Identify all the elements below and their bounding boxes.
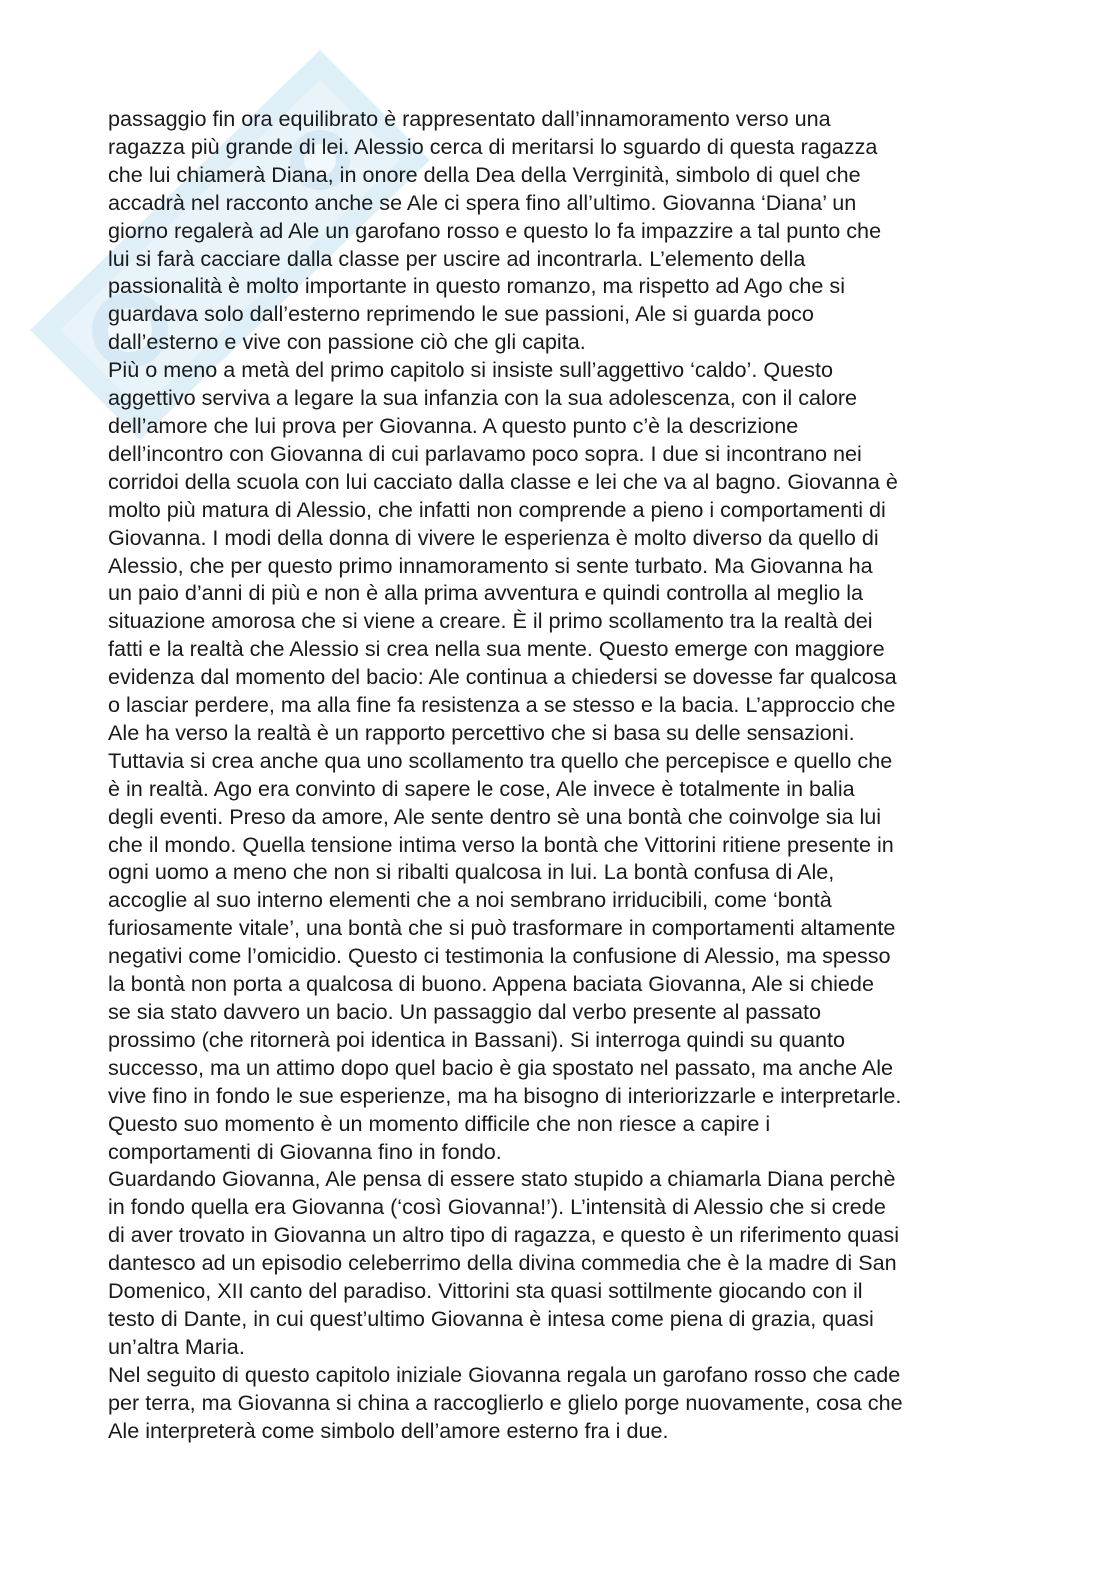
text-line: per terra, ma Giovanna si china a raccoglierlo e glielo porge nuovamente, cosa che [108,1389,903,1415]
text-line: passaggio fin ora equilibrato è rappresentato dall’innamoramento verso una [108,106,831,131]
text-line: Alessio, che per questo primo innamoramento si sente turbato. Ma Giovanna ha [108,552,873,578]
text-line: Tuttavia si crea anche qua uno scollamento tra quello che percepisce e quello che [108,747,893,773]
text-line: che lui chiamerà Diana, in onore della Dea della Verrginità, simbolo di quel che [108,161,861,187]
text-line: accoglie al suo interno elementi che a noi sembrano irriducibili, come ‘bontà [108,887,832,913]
text-line: comportamenti di Giovanna fino in fondo. [108,1138,502,1164]
text-line: Ale interpreterà come simbolo dell’amore esterno fra i due. [108,1417,669,1443]
text-line: Giovanna. I modi della donna di vivere le esperienza è molto diverso da quello di [108,524,879,550]
text-line: giorno regalerà ad Ale un garofano rosso e questo lo fa impazzire a tal punto che [108,217,882,243]
text-line: passionalità è molto importante in questo romanzo, ma rispetto ad Ago che si [108,273,845,299]
text-line: Più o meno a metà del primo capitolo si insiste sull’aggettivo ‘caldo’. Questo [108,357,833,383]
text-line: guardava solo dall’esterno reprimendo le sue passioni, Ale si guarda poco [108,301,814,327]
text-line: lui si farà cacciare dalla classe per uscire ad incontrarla. L’elemento della [108,245,806,271]
text-line: la bontà non porta a qualcosa di buono. Appena baciata Giovanna, Ale si chiede [108,971,874,997]
text-line: fatti e la realtà che Alessio si crea nella sua mente. Questo emerge con maggiore [108,636,885,662]
text-line: se sia stato davvero un bacio. Un passaggio dal verbo presente al passato [108,999,822,1024]
text-line: in fondo quella era Giovanna (‘così Giovanna!’). L’intensità di Alessio che si crede [108,1194,886,1220]
text-line: Nel seguito di questo capitolo iniziale Giovanna regala un garofano rosso che cade [108,1361,901,1387]
text-line: negativi come l’omicidio. Questo ci testimonia la confusione di Alessio, ma spesso [108,943,891,969]
text-line: corridoi della scuola con lui cacciato dalla classe e lei che va al bagno. Giovanna è [108,468,898,494]
text-line: vive fino in fondo le sue esperienze, ma ha bisogno di interiorizzarle e interpretarle. [108,1082,902,1108]
text-line: è in realtà. Ago era convinto di sapere le cose, Ale invece è totalmente in balia [108,775,855,801]
text-line: evidenza dal momento del bacio: Ale continua a chiedersi se dovesse far qualcosa [108,664,897,690]
text-line: o lasciar perdere, ma alla fine fa resistenza a se stesso e la bacia. L’approccio che [108,692,896,718]
text-line: furiosamente vitale’, una bontà che si può trasformare in comportamenti altamente [108,915,896,941]
text-line: Domenico, XII canto del paradiso. Vittorini sta quasi sottilmente giocando con il [108,1278,863,1304]
text-line: degli eventi. Preso da amore, Ale sente dentro sè una bontà che coinvolge sia lui [108,803,882,829]
text-line: aggettivo serviva a legare la sua infanzia con la sua adolescenza, con il calore [108,385,858,411]
text-line: testo di Dante, in cui quest’ultimo Giovanna è intesa come piena di grazia, quasi [108,1305,874,1331]
text-line: un paio d’anni di più e non è alla prima avventura e quindi controlla al meglio la [108,580,864,606]
text-line: dell’amore che lui prova per Giovanna. A questo punto c’è la descrizione [108,412,799,438]
text-line: dantesco ad un episodio celeberrimo della divina commedia che è la madre di San [108,1250,897,1276]
text-line: un’altra Maria. [108,1333,245,1359]
body-text [108,105,1028,1445]
text-line: prossimo (che ritornerà poi identica in Bassani). Si interroga quindi su quanto [108,1026,845,1052]
text-line: Ale ha verso la realtà è un rapporto percettivo che si basa su delle sensazioni. [108,719,855,745]
text-line: Guardando Giovanna, Ale pensa di essere stato stupido a chiamarla Diana perchè [108,1166,896,1192]
text-line: Questo suo momento è un momento difficile che non riesce a capire i [108,1110,771,1136]
text-line: ogni uomo a meno che non si ribalti qualcosa in lui. La bontà confusa di Ale, [108,859,835,885]
text-line: successo, ma un attimo dopo quel bacio è gia spostato nel passato, ma anche Ale [108,1054,894,1080]
text-line: dell’incontro con Giovanna di cui parlavamo poco sopra. I due si incontrano nei [108,440,862,466]
text-line: ragazza più grande di lei. Alessio cerca di meritarsi lo sguardo di questa ragazza [108,133,878,159]
text-line: di aver trovato in Giovanna un altro tipo di ragazza, e questo è un riferimento quasi [108,1222,900,1248]
text-line: dall’esterno e vive con passione ciò che gli capita. [108,329,586,355]
text-line: molto più matura di Alessio, che infatti non comprende a pieno i comportamenti di [108,496,886,522]
text-line: accadrà nel racconto anche se Ale ci spera fino all’ultimo. Giovanna ‘Diana’ un [108,189,857,215]
text-line: che il mondo. Quella tensione intima verso la bontà che Vittorini ritiene presente in [108,831,894,857]
text-line: situazione amorosa che si viene a creare. È il primo scollamento tra la realtà dei [108,608,873,634]
